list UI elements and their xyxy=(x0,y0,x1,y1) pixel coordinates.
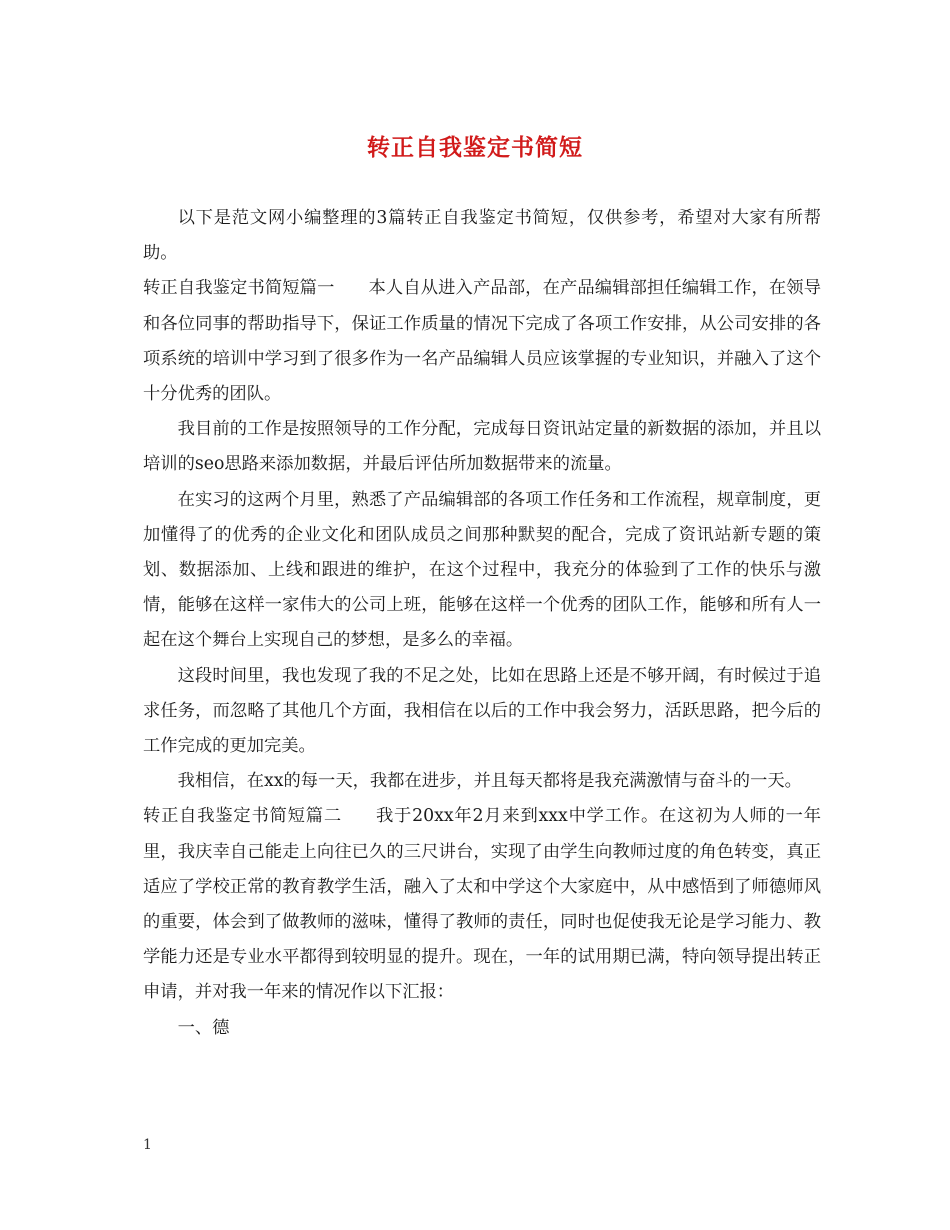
intro-paragraph: 以下是范文网小编整理的3篇转正自我鉴定书简短，仅供参考，希望对大家有所帮助。 xyxy=(143,208,821,264)
section-one-heading: 转正自我鉴定书简短篇一 xyxy=(143,278,335,299)
section-one-lead xyxy=(143,271,821,412)
section-one-paragraph: 在实习的这两个月里，熟悉了产品编辑部的各项工作任务和工作流程，规章制度，更加懂得了的优秀的企业文化和团队成员之间那种默契的配合，完成了资讯站新专题的策划、数据添加、上线和跟进的维护，在这个过程中，我充分的体验到了工作的快乐与激情，能够在这样一家伟大的公司上班，能够在这样一个优秀的团队工作，能够和所有人一起在这个舞台上实现自己的梦想，是多么的幸福。 xyxy=(143,489,821,651)
section-two-lead-text: 我于20xx年2月来到xxx中学工作。在这初为人师的一年里，我庆幸自己能走上向往已久的三尺讲台，实现了由学生向教师过度的角色转变，真正适应了学校正常的教育教学生活，融入了太和中学这个大家庭中，从中感悟到了师德师风的重要，体会到了做教师的滋味，懂得了教师的责任，同时也促使我无论是学习能力、教学能力还是专业水平都得到较明显的提升。现在，一年的试用期已满，特向领导提出转正申请，并对我一年来的情况作以下汇报： xyxy=(143,806,821,1003)
document-body xyxy=(143,201,821,1046)
section-one-paragraph: 我相信，在xx的每一天，我都在进步，并且每天都将是我充满激情与奋斗的一天。 xyxy=(177,771,802,792)
section-two-paragraph: 一、德 xyxy=(177,1017,230,1038)
section-two-lead xyxy=(143,799,821,1010)
section-two-heading: 转正自我鉴定书简短篇二 xyxy=(143,806,342,827)
document-title: 转正自我鉴定书简短 xyxy=(367,134,583,161)
page-number: 1 xyxy=(143,1137,152,1153)
section-one-paragraph: 这段时间里，我也发现了我的不足之处，比如在思路上还是不够开阔，有时候过于追求任务，而忽略了其他几个方面，我相信在以后的工作中我会努力，活跃思路，把今后的工作完成的更加完美。 xyxy=(143,665,821,757)
section-one-lead-text: 本人自从进入产品部，在产品编辑部担任编辑工作，在领导和各位同事的帮助指导下，保证工作质量的情况下完成了各项工作安排，从公司安排的各项系统的培训中学习到了很多作为一名产品编辑人员应该掌握的专业知识，并融入了这个十分优秀的团队。 xyxy=(143,278,821,405)
section-one-paragraph: 我目前的工作是按照领导的工作分配，完成每日资讯站定量的新数据的添加，并且以培训的seo思路来添加数据，并最后评估所加数据带来的流量。 xyxy=(143,419,821,475)
